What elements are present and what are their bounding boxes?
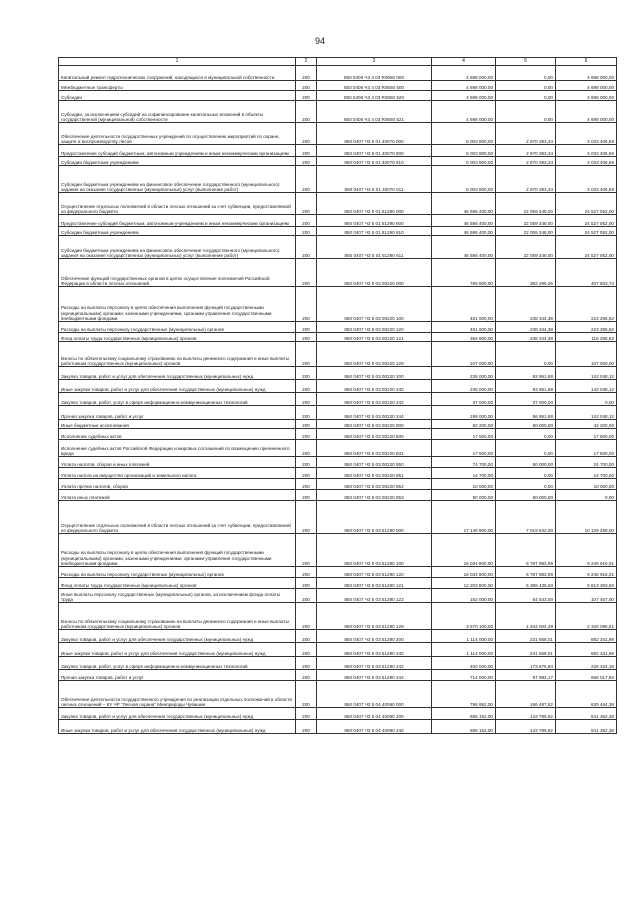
- table-row: [59, 91, 617, 101]
- row-grbs-cell: 200: [296, 66, 317, 81]
- row-plan-cell: 1 114 000,00: [432, 643, 496, 657]
- table-row: [59, 720, 617, 734]
- row-executed-cell: 6 787 983,99: [496, 534, 556, 567]
- row-code-cell: 850 0406 Ч3 4 03 R0650 000: [317, 66, 432, 81]
- row-executed-cell: 231 658,01: [496, 630, 556, 643]
- row-remainder-cell: 3 033 406,66: [556, 145, 617, 157]
- row-code-cell: 850 0406 Ч3 4 03 R0650 500: [317, 81, 432, 91]
- row-plan-cell: 74 700,00: [432, 457, 496, 468]
- table-row: [59, 259, 617, 287]
- row-grbs-cell: 200: [296, 166, 317, 193]
- row-name-cell: Расходы на выплаты персоналу в целях обеспечения выполнения функций государственными (муниципальными) органами, казенными учреждениями, органами управления государственными внебюджетными фондами: [59, 534, 296, 567]
- table-row: [59, 567, 617, 578]
- row-plan-cell: 12 202 800,00: [432, 578, 496, 589]
- row-executed-cell: 231 658,01: [496, 643, 556, 657]
- row-name-cell: Фонд оплаты труда государственных (муниципальных) органов: [59, 578, 296, 589]
- row-executed-cell: 2 970 393,34: [496, 123, 556, 145]
- row-executed-cell: 143 789,62: [496, 708, 556, 720]
- row-plan-cell: 17 500,00: [432, 429, 496, 440]
- table-row: [59, 670, 617, 681]
- row-name-cell: Уплата иных платежей: [59, 490, 296, 501]
- row-executed-cell: 0,00: [496, 429, 556, 440]
- row-grbs-cell: 200: [296, 81, 317, 91]
- row-remainder-cell: 116 255,62: [556, 333, 617, 342]
- row-name-cell: Осуществление отдельных полномочий в области лесных отношений за счет субвенции, предоставляемой из федерального бюджета: [59, 193, 296, 215]
- row-executed-cell: 22 059 348,00: [496, 227, 556, 236]
- row-code-cell: 850 0407 Ч3 5 03 00220 853: [317, 490, 432, 501]
- row-grbs-cell: 200: [296, 589, 317, 603]
- row-grbs-cell: 200: [296, 145, 317, 157]
- row-grbs-cell: 200: [296, 720, 317, 734]
- row-executed-cell: 7 019 642,00: [496, 501, 556, 534]
- table-row: [59, 406, 617, 420]
- row-name-cell: Уплата налога на имущество организаций и земельного налога: [59, 468, 296, 479]
- row-name-cell: Субсидии, за исключением субсидий на софинансирование капитальных вложений в объекты государственной (муниципальной) собственности: [59, 101, 296, 123]
- row-name-cell: Закупка товаров, работ и услуг для обеспечения государственных (муниципальных) нужд: [59, 367, 296, 380]
- table-row: [59, 380, 617, 393]
- row-plan-cell: 46 586 400,00: [432, 227, 496, 236]
- row-code-cell: 850 0407 Ч3 5 03 51290 120: [317, 567, 432, 578]
- row-plan-cell: 10 000,00: [432, 479, 496, 490]
- row-grbs-cell: 200: [296, 406, 317, 420]
- row-executed-cell: 50 000,00: [496, 490, 556, 501]
- row-remainder-cell: 223 255,62: [556, 287, 617, 322]
- table-row: [59, 578, 617, 589]
- row-code-cell: 850 0407 Ч3 5 03 00220 200: [317, 367, 432, 380]
- row-code-cell: 850 0407 Ч3 5 04 40060 240: [317, 720, 432, 734]
- table-row: [59, 589, 617, 603]
- row-grbs-cell: 200: [296, 457, 317, 468]
- row-name-cell: Предоставление субсидий бюджетным, автономным учреждениям и иным некоммерческим организациям: [59, 215, 296, 227]
- row-remainder-cell: 107 000,00: [556, 342, 617, 367]
- row-plan-cell: 4 698 000,00: [432, 66, 496, 81]
- row-grbs-cell: 200: [296, 236, 317, 259]
- row-grbs-cell: 200: [296, 643, 317, 657]
- row-executed-cell: 238 344,38: [496, 333, 556, 342]
- row-remainder-cell: 0,00: [556, 393, 617, 406]
- row-executed-cell: 5 389 436,50: [496, 578, 556, 589]
- row-name-cell: Обеспечение функций государственных органов в целях осуществления полномочий Российской Федерации в области лесных отношений: [59, 259, 296, 287]
- row-code-cell: 850 0407 Ч3 5 03 51290 122: [317, 589, 432, 603]
- row-remainder-cell: 407 503,74: [556, 259, 617, 287]
- row-code-cell: 850 0407 Ч3 5 03 51290 100: [317, 534, 432, 567]
- table-row: [59, 193, 617, 215]
- row-grbs-cell: 200: [296, 227, 317, 236]
- row-remainder-cell: 17 500,00: [556, 440, 617, 457]
- row-name-cell: Расходы на выплаты персоналу государственных (муниципальных) органов: [59, 567, 296, 578]
- row-executed-cell: 6 787 983,99: [496, 567, 556, 578]
- row-remainder-cell: 9 246 916,01: [556, 567, 617, 578]
- row-executed-cell: 0,00: [496, 91, 556, 101]
- row-code-cell: 850 0406 Ч3 4 03 R0650 521: [317, 101, 432, 123]
- row-remainder-cell: 226 324,16: [556, 657, 617, 670]
- row-plan-cell: 37 000,00: [432, 393, 496, 406]
- row-grbs-cell: 200: [296, 440, 317, 457]
- row-code-cell: 850 0407 Ч3 5 03 00220 851: [317, 468, 432, 479]
- row-plan-cell: 400 000,00: [432, 657, 496, 670]
- row-name-cell: Субсидии бюджетным учреждениям: [59, 227, 296, 236]
- row-code-cell: 850 0407 Ч3 5 03 51290 244: [317, 670, 432, 681]
- row-name-cell: Иные бюджетные ассигнования: [59, 420, 296, 429]
- row-grbs-cell: 200: [296, 670, 317, 681]
- row-grbs-cell: 200: [296, 578, 317, 589]
- row-plan-cell: 236 000,00: [432, 380, 496, 393]
- row-name-cell: Взносы по обязательному социальному страхованию на выплаты денежного содержания и иные выплаты работникам государственных (муниципальных) органов: [59, 342, 296, 367]
- table-row: [59, 66, 617, 81]
- row-plan-cell: 92 200,00: [432, 420, 496, 429]
- row-executed-cell: 0,00: [496, 440, 556, 457]
- row-executed-cell: 2 970 393,34: [496, 157, 556, 166]
- row-executed-cell: 0,00: [496, 468, 556, 479]
- row-grbs-cell: 200: [296, 101, 317, 123]
- column-header: 5: [496, 58, 556, 66]
- row-name-cell: Закупка товаров, работ, услуг в сфере информационно-коммуникационных технологий: [59, 657, 296, 670]
- row-grbs-cell: 200: [296, 259, 317, 287]
- row-code-cell: 850 0407 Ч3 5 04 40060 000: [317, 681, 432, 708]
- row-code-cell: 850 0407 Ч3 5 01 40070 000: [317, 123, 432, 145]
- row-grbs-cell: 200: [296, 681, 317, 708]
- table-row: [59, 393, 617, 406]
- row-name-cell: Прочая закупка товаров, работ и услуг: [59, 670, 296, 681]
- row-name-cell: Иные закупки товаров, работ и услуг для обеспечения государственных (муниципальных) нужд: [59, 643, 296, 657]
- row-plan-cell: 46 586 400,00: [432, 215, 496, 227]
- table-row: [59, 479, 617, 490]
- table-row: [59, 236, 617, 259]
- row-remainder-cell: 10 129 258,00: [556, 501, 617, 534]
- table-row: [59, 101, 617, 123]
- table-row: [59, 490, 617, 501]
- row-remainder-cell: 4 698 000,00: [556, 101, 617, 123]
- row-grbs-cell: 200: [296, 603, 317, 630]
- row-remainder-cell: 656 017,83: [556, 670, 617, 681]
- row-remainder-cell: 882 341,99: [556, 643, 617, 657]
- row-name-cell: Субсидии бюджетным учреждениям: [59, 157, 296, 166]
- row-remainder-cell: 3 033 406,66: [556, 157, 617, 166]
- table-row: [59, 227, 617, 236]
- row-plan-cell: 17 500,00: [432, 440, 496, 457]
- row-plan-cell: 714 000,00: [432, 670, 496, 681]
- row-remainder-cell: 142 048,12: [556, 380, 617, 393]
- row-remainder-cell: 630 464,38: [556, 681, 617, 708]
- row-plan-cell: 6 003 800,00: [432, 123, 496, 145]
- column-header: 2: [296, 58, 317, 66]
- row-remainder-cell: 24 700,00: [556, 457, 617, 468]
- row-executed-cell: 0,00: [496, 101, 556, 123]
- row-plan-cell: 50 000,00: [432, 490, 496, 501]
- row-name-cell: Субсидии: [59, 91, 296, 101]
- row-grbs-cell: 200: [296, 657, 317, 670]
- row-remainder-cell: 9 246 916,01: [556, 534, 617, 567]
- row-plan-cell: 4 698 000,00: [432, 81, 496, 91]
- row-name-cell: Фонд оплаты труда государственных (муниципальных) органов: [59, 333, 296, 342]
- row-plan-cell: 46 586 400,00: [432, 236, 496, 259]
- row-plan-cell: 162 000,00: [432, 589, 496, 603]
- row-executed-cell: 37 000,00: [496, 393, 556, 406]
- row-code-cell: 850 0407 Ч3 5 03 00220 242: [317, 393, 432, 406]
- table-row: [59, 342, 617, 367]
- row-remainder-cell: 142 048,12: [556, 367, 617, 380]
- row-name-cell: Предоставление субсидий бюджетным, автономным учреждениям и иным некоммерческим организациям: [59, 145, 296, 157]
- row-code-cell: 850 0407 Ч3 5 03 00220 129: [317, 342, 432, 367]
- table-row: [59, 429, 617, 440]
- row-plan-cell: 6 003 800,00: [432, 145, 496, 157]
- row-grbs-cell: 200: [296, 420, 317, 429]
- row-grbs-cell: 200: [296, 91, 317, 101]
- row-name-cell: Субсидии бюджетным учреждениям на финансовое обеспечение государственного (муниципального) задания на оказание государственных (муниципальных) услуг (выполнение работ): [59, 166, 296, 193]
- row-code-cell: 850 0407 Ч3 5 03 00220 850: [317, 457, 432, 468]
- row-name-cell: Субсидии бюджетным учреждениям на финансовое обеспечение государственного (муниципального) задания на оказание государственных (муниципальных) услуг (выполнение работ): [59, 236, 296, 259]
- row-name-cell: Уплата прочих налогов, сборов: [59, 479, 296, 490]
- row-code-cell: 850 0407 Ч3 5 03 51290 240: [317, 643, 432, 657]
- row-executed-cell: 0,00: [496, 342, 556, 367]
- row-grbs-cell: 200: [296, 490, 317, 501]
- row-remainder-cell: 6 813 363,50: [556, 578, 617, 589]
- row-plan-cell: 685 152,00: [432, 708, 496, 720]
- row-grbs-cell: 200: [296, 708, 317, 720]
- row-code-cell: 850 0407 Ч3 5 03 00220 244: [317, 406, 432, 420]
- row-name-cell: Иные закупки товаров, работ и услуг для обеспечения государственных (муниципальных) нужд: [59, 380, 296, 393]
- row-grbs-cell: 200: [296, 322, 317, 333]
- row-plan-cell: 789 800,00: [432, 259, 496, 287]
- row-plan-cell: 17 148 900,00: [432, 501, 496, 534]
- table-row: [59, 420, 617, 429]
- row-remainder-cell: 541 362,38: [556, 708, 617, 720]
- row-remainder-cell: 4 698 000,00: [556, 81, 617, 91]
- row-code-cell: 850 0407 Ч3 5 01 51290 611: [317, 236, 432, 259]
- row-executed-cell: 0,00: [496, 479, 556, 490]
- row-executed-cell: 238 344,38: [496, 287, 556, 322]
- row-executed-cell: 1 344 004,49: [496, 603, 556, 630]
- row-code-cell: 850 0407 Ч3 5 03 51290 200: [317, 630, 432, 643]
- row-remainder-cell: 17 500,00: [556, 429, 617, 440]
- table-row: [59, 215, 617, 227]
- row-executed-cell: 50 000,00: [496, 420, 556, 429]
- table-row: [59, 603, 617, 630]
- row-code-cell: 850 0407 Ч3 5 01 51290 600: [317, 215, 432, 227]
- row-executed-cell: 166 487,62: [496, 681, 556, 708]
- row-grbs-cell: 200: [296, 429, 317, 440]
- row-remainder-cell: 3 033 406,66: [556, 123, 617, 145]
- row-executed-cell: 2 970 393,34: [496, 145, 556, 157]
- row-code-cell: 850 0407 Ч3 5 03 00220 240: [317, 380, 432, 393]
- row-grbs-cell: 200: [296, 393, 317, 406]
- row-code-cell: 850 0406 Ч3 4 03 R0650 520: [317, 91, 432, 101]
- row-name-cell: Иные выплаты персоналу государственных (муниципальных) органов, за исключением фонда оплаты труда: [59, 589, 296, 603]
- table-row: [59, 145, 617, 157]
- row-plan-cell: 16 034 900,00: [432, 534, 496, 567]
- row-remainder-cell: 24 527 052,00: [556, 215, 617, 227]
- row-remainder-cell: 14 700,00: [556, 468, 617, 479]
- row-grbs-cell: 200: [296, 534, 317, 567]
- row-name-cell: Прочая закупка товаров, работ и услуг: [59, 406, 296, 420]
- row-code-cell: 850 0407 Ч3 5 03 51290 121: [317, 578, 432, 589]
- table-row: [59, 367, 617, 380]
- row-remainder-cell: 107 457,00: [556, 589, 617, 603]
- row-executed-cell: 22 059 348,00: [496, 193, 556, 215]
- table-row: [59, 501, 617, 534]
- budget-table: [58, 57, 617, 734]
- row-remainder-cell: 142 048,12: [556, 406, 617, 420]
- row-remainder-cell: 24 527 052,00: [556, 193, 617, 215]
- column-header: 4: [432, 58, 496, 66]
- row-remainder-cell: 2 326 095,51: [556, 603, 617, 630]
- row-remainder-cell: 4 698 000,00: [556, 91, 617, 101]
- row-grbs-cell: 200: [296, 215, 317, 227]
- row-name-cell: Межбюджетные трансферты: [59, 81, 296, 91]
- row-remainder-cell: 42 200,00: [556, 420, 617, 429]
- row-name-cell: Осуществление отдельных полномочий в области лесных отношений за счет субвенции, предоставляемой из федерального бюджета: [59, 501, 296, 534]
- row-plan-cell: 6 003 800,00: [432, 157, 496, 166]
- row-code-cell: 850 0407 Ч3 5 01 51290 610: [317, 227, 432, 236]
- row-plan-cell: 354 600,00: [432, 333, 496, 342]
- row-name-cell: Уплата налогов, сборов и иных платежей: [59, 457, 296, 468]
- page-number: 94: [314, 36, 325, 46]
- row-executed-cell: 22 059 348,00: [496, 236, 556, 259]
- column-header: 1: [59, 58, 296, 66]
- row-grbs-cell: 200: [296, 479, 317, 490]
- row-code-cell: 850 0407 Ч3 5 01 40070 610: [317, 157, 432, 166]
- row-grbs-cell: 200: [296, 333, 317, 342]
- row-plan-cell: 6 003 800,00: [432, 166, 496, 193]
- row-remainder-cell: 882 341,99: [556, 630, 617, 643]
- row-plan-cell: 685 152,00: [432, 720, 496, 734]
- row-grbs-cell: 200: [296, 567, 317, 578]
- row-executed-cell: 0,00: [496, 66, 556, 81]
- row-name-cell: Иные закупки товаров, работ и услуг для обеспечения государственных (муниципальных) нужд: [59, 720, 296, 734]
- table-row: [59, 123, 617, 145]
- table-row: [59, 333, 617, 342]
- row-name-cell: Капитальный ремонт гидротехнических сооружений, находящихся в муниципальной собственности: [59, 66, 296, 81]
- table-header-row: [59, 58, 617, 66]
- row-plan-cell: 796 952,00: [432, 681, 496, 708]
- row-code-cell: 850 0407 Ч3 5 03 00220 121: [317, 333, 432, 342]
- row-code-cell: 850 0407 Ч3 5 03 00220 000: [317, 259, 432, 287]
- row-remainder-cell: 223 255,62: [556, 322, 617, 333]
- row-executed-cell: 93 951,88: [496, 367, 556, 380]
- row-plan-cell: 4 698 000,00: [432, 91, 496, 101]
- table-row: [59, 630, 617, 643]
- row-remainder-cell: 541 362,38: [556, 720, 617, 734]
- row-name-cell: Исполнение судебных актов: [59, 429, 296, 440]
- row-plan-cell: 461 600,00: [432, 287, 496, 322]
- table-row: [59, 708, 617, 720]
- row-code-cell: 850 0407 Ч3 5 03 51290 129: [317, 603, 432, 630]
- row-grbs-cell: 200: [296, 287, 317, 322]
- row-name-cell: Обеспечение деятельности государственных учреждений по осуществлению мероприятий по охране, защите и воспроизводству лесов: [59, 123, 296, 145]
- table-row: [59, 534, 617, 567]
- table-row: [59, 468, 617, 479]
- table-row: [59, 166, 617, 193]
- row-grbs-cell: 200: [296, 380, 317, 393]
- row-remainder-cell: 24 527 052,00: [556, 236, 617, 259]
- row-remainder-cell: 0,00: [556, 490, 617, 501]
- row-code-cell: 850 0407 Ч3 5 03 51290 242: [317, 657, 432, 670]
- row-plan-cell: 107 000,00: [432, 342, 496, 367]
- table-row: [59, 657, 617, 670]
- column-header: 6: [556, 58, 617, 66]
- table-row: [59, 81, 617, 91]
- table-row: [59, 643, 617, 657]
- row-code-cell: 850 0407 Ч3 5 03 00220 852: [317, 479, 432, 490]
- row-executed-cell: 54 543,00: [496, 589, 556, 603]
- row-grbs-cell: 200: [296, 157, 317, 166]
- row-plan-cell: 3 670 100,00: [432, 603, 496, 630]
- row-plan-cell: 199 000,00: [432, 406, 496, 420]
- row-grbs-cell: 200: [296, 123, 317, 145]
- row-executed-cell: 173 675,84: [496, 657, 556, 670]
- row-name-cell: Закупка товаров, работ и услуг для обеспечения государственных (муниципальных) нужд: [59, 708, 296, 720]
- row-remainder-cell: 3 033 406,66: [556, 166, 617, 193]
- row-plan-cell: 1 114 000,00: [432, 630, 496, 643]
- row-executed-cell: 0,00: [496, 81, 556, 91]
- row-grbs-cell: 200: [296, 501, 317, 534]
- row-code-cell: 850 0407 Ч3 5 01 51290 000: [317, 193, 432, 215]
- table-row: [59, 440, 617, 457]
- row-executed-cell: 143 789,62: [496, 720, 556, 734]
- row-code-cell: 850 0407 Ч3 5 01 40070 611: [317, 166, 432, 193]
- row-code-cell: 850 0407 Ч3 5 03 51290 000: [317, 501, 432, 534]
- row-executed-cell: 50 000,00: [496, 457, 556, 468]
- row-remainder-cell: 4 698 000,00: [556, 66, 617, 81]
- row-executed-cell: 238 344,38: [496, 322, 556, 333]
- row-grbs-cell: 200: [296, 193, 317, 215]
- row-name-cell: Взносы по обязательному социальному страхованию на выплаты денежного содержания и иные выплаты работникам государственных (муниципальных) органов: [59, 603, 296, 630]
- row-executed-cell: 2 970 393,34: [496, 166, 556, 193]
- row-grbs-cell: 200: [296, 342, 317, 367]
- row-code-cell: 850 0407 Ч3 5 03 00220 831: [317, 440, 432, 457]
- row-code-cell: 850 0407 Ч3 5 03 00220 100: [317, 287, 432, 322]
- row-executed-cell: 382 296,26: [496, 259, 556, 287]
- row-executed-cell: 57 982,17: [496, 670, 556, 681]
- table-row: [59, 457, 617, 468]
- row-remainder-cell: 10 000,00: [556, 479, 617, 490]
- row-code-cell: 850 0407 Ч3 5 03 00220 830: [317, 429, 432, 440]
- row-name-cell: Расходы на выплаты персоналу в целях обеспечения выполнения функций государственными (муниципальными) органами, казенными учреждениями, органами управления государственными внебюджетными фондами: [59, 287, 296, 322]
- row-code-cell: 850 0407 Ч3 5 03 00220 120: [317, 322, 432, 333]
- row-remainder-cell: 24 527 052,00: [556, 227, 617, 236]
- row-executed-cell: 22 059 348,00: [496, 215, 556, 227]
- row-name-cell: Закупка товаров, работ и услуг для обеспечения государственных (муниципальных) нужд: [59, 630, 296, 643]
- row-executed-cell: 56 951,88: [496, 406, 556, 420]
- table-row: [59, 157, 617, 166]
- column-header: 3: [317, 58, 432, 66]
- row-name-cell: Обеспечение деятельности государственного учреждения по реализации отдельных полномочий в области лесных отношений – КУ ЧР "Лесная охрана" Минприроды Чувашии: [59, 681, 296, 708]
- row-plan-cell: 4 698 000,00: [432, 101, 496, 123]
- row-grbs-cell: 200: [296, 367, 317, 380]
- table-row: [59, 287, 617, 322]
- row-code-cell: 850 0407 Ч3 5 04 40060 200: [317, 708, 432, 720]
- row-plan-cell: 16 034 900,00: [432, 567, 496, 578]
- row-grbs-cell: 200: [296, 468, 317, 479]
- row-code-cell: 850 0407 Ч3 5 01 40070 600: [317, 145, 432, 157]
- row-grbs-cell: 200: [296, 630, 317, 643]
- row-name-cell: Расходы на выплаты персоналу государственных (муниципальных) органов: [59, 322, 296, 333]
- row-executed-cell: 93 951,88: [496, 380, 556, 393]
- row-code-cell: 850 0407 Ч3 5 03 00220 800: [317, 420, 432, 429]
- table-row: [59, 681, 617, 708]
- row-plan-cell: 236 000,00: [432, 367, 496, 380]
- row-name-cell: Закупка товаров, работ, услуг в сфере информационно-коммуникационных технологий: [59, 393, 296, 406]
- row-plan-cell: 461 600,00: [432, 322, 496, 333]
- row-plan-cell: 14 700,00: [432, 468, 496, 479]
- row-name-cell: Исполнение судебных актов Российской Федерации и мировых соглашений по возмещению причиненного вреда: [59, 440, 296, 457]
- row-plan-cell: 46 586 400,00: [432, 193, 496, 215]
- table-row: [59, 322, 617, 333]
